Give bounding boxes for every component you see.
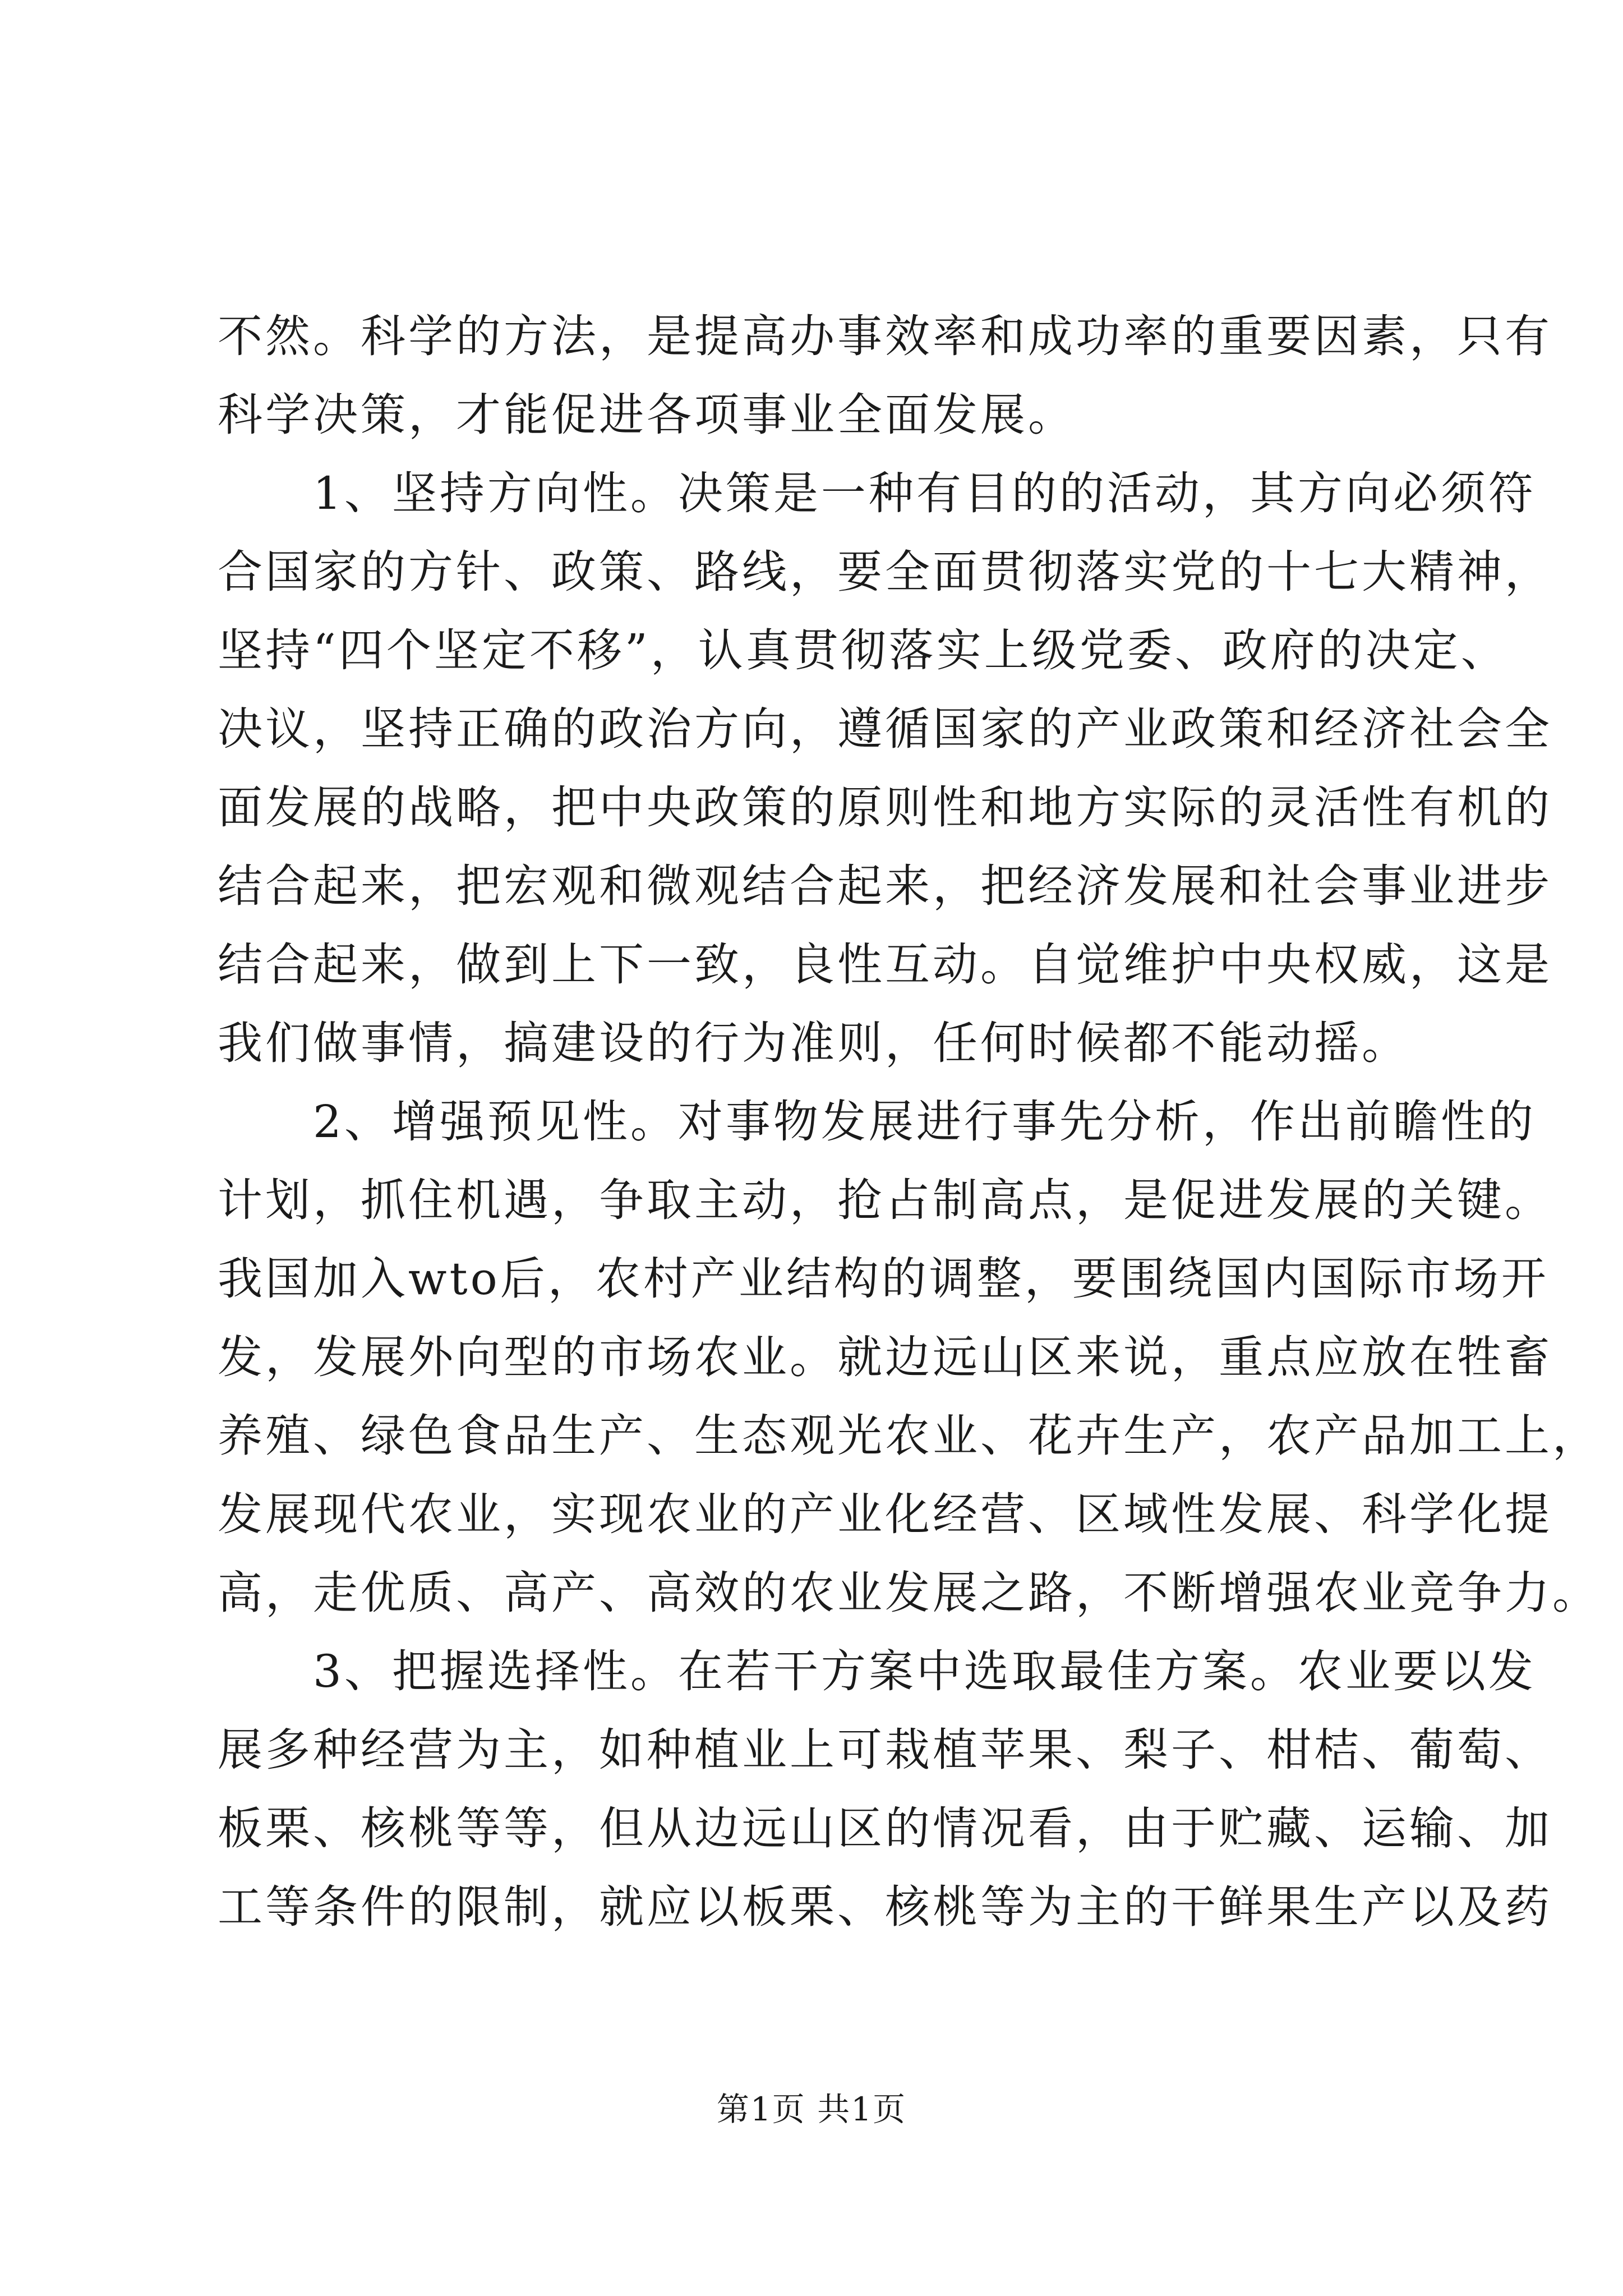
text-line: 发展现代农业，实现农业的产业化经营、区域性发展、科学化提 xyxy=(218,1488,1552,1540)
text-line: 发，发展外向型的市场农业。就边远山区来说，重点应放在牲畜 xyxy=(218,1331,1552,1383)
page-number-footer: 第1页 共1页 xyxy=(716,2090,907,2128)
text-line: 结合起来，做到上下一致，良性互动。自觉维护中央权威，这是 xyxy=(218,938,1552,991)
text-line: 决议，坚持正确的政治方向，遵循国家的产业政策和经济社会全 xyxy=(218,703,1552,755)
text-line: 面发展的战略，把中央政策的原则性和地方实际的灵活性有机的 xyxy=(218,781,1552,834)
text-line: 科学决策，才能促进各项事业全面发展。 xyxy=(218,389,1076,441)
text-line: 1、坚持方向性。决策是一种有目的的活动，其方向必须符 xyxy=(218,467,1536,519)
text-line: 板栗、核桃等等，但从边远山区的情况看，由于贮藏、运输、加 xyxy=(218,1802,1552,1855)
text-line: 高，走优质、高产、高效的农业发展之路，不断增强农业竞争力。 xyxy=(218,1567,1600,1619)
text-line: 2、增强预见性。对事物发展进行事先分析，作出前瞻性的 xyxy=(218,1096,1536,1148)
text-line: 展多种经营为主，如种植业上可栽植苹果、梨子、柑桔、葡萄、 xyxy=(218,1724,1552,1776)
text-line: 合国家的方针、政策、路线，要全面贯彻落实党的十七大精神， xyxy=(218,546,1552,598)
text-line: 工等条件的限制，就应以板栗、核桃等为主的干鲜果生产以及药 xyxy=(218,1881,1552,1933)
text-line: 坚持“四个坚定不移”，认真贯彻落实上级党委、政府的决定、 xyxy=(218,624,1509,677)
text-line: 不然。科学的方法，是提高办事效率和成功率的重要因素，只有 xyxy=(218,310,1552,362)
text-line: 结合起来，把宏观和微观结合起来，把经济发展和社会事业进步 xyxy=(218,860,1552,912)
text-line: 计划，抓住机遇，争取主动，抢占制高点，是促进发展的关键。 xyxy=(218,1174,1552,1226)
text-line: 3、把握选择性。在若干方案中选取最佳方案。农业要以发 xyxy=(218,1645,1536,1697)
text-line: 我国加入wto后，农村产业结构的调整，要围绕国内国际市场开 xyxy=(218,1253,1549,1305)
text-line: 我们做事情，搞建设的行为准则，任何时候都不能动摇。 xyxy=(218,1017,1409,1069)
text-line: 养殖、绿色食品生产、生态观光农业、花卉生产，农产品加工上， xyxy=(218,1410,1600,1462)
document-body xyxy=(218,297,1600,1947)
